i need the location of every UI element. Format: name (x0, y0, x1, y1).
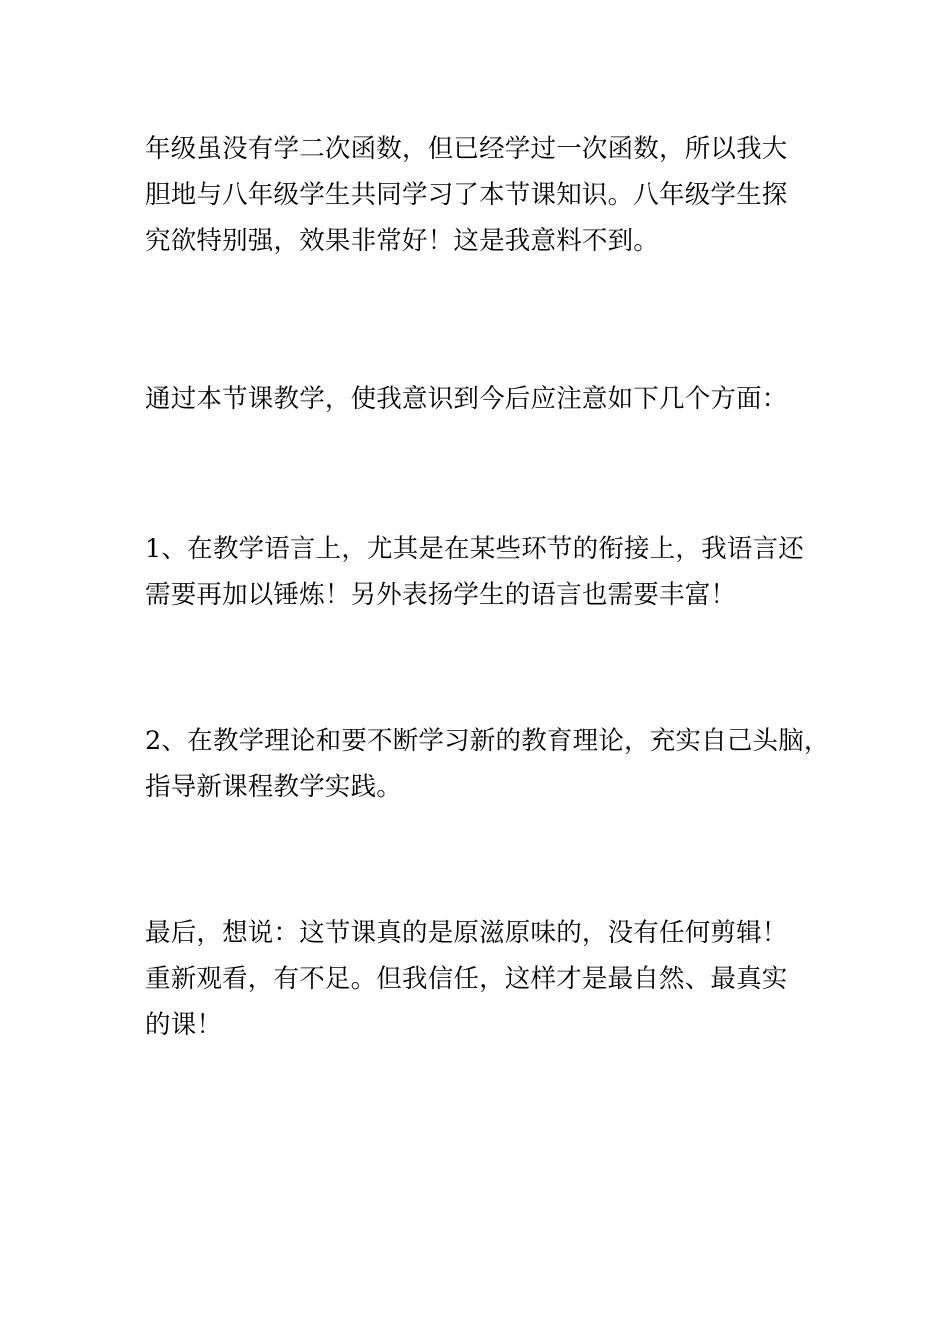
text-line: 1、在教学语言上，尤其是在某些环节的衔接上，我语言还 (145, 534, 804, 564)
text-line: 通过本节课教学，使我意识到今后应注意如下几个方面： (145, 384, 788, 414)
paragraph-point-2 (145, 718, 835, 810)
paragraph-lead-in (145, 376, 835, 422)
paragraph-point-1 (145, 526, 835, 618)
paragraph-conclusion (145, 910, 835, 1048)
text-line: 2、在教学理论和要不断学习新的教育理论，充实自己头脑， (145, 726, 830, 756)
text-line: 胆地与八年级学生共同学习了本节课知识。八年级学生探 (145, 180, 788, 210)
text-line: 最后，想说：这节课真的是原滋原味的，没有任何剪辑！ (145, 918, 788, 948)
text-line: 年级虽没有学二次函数，但已经学过一次函数，所以我大 (145, 134, 788, 164)
text-line: 的课！ (145, 1010, 223, 1040)
text-line: 究欲特别强，效果非常好！这是我意料不到。 (145, 226, 660, 256)
text-line: 指导新课程教学实践。 (145, 772, 403, 802)
text-line: 重新观看，有不足。但我信任，这样才是最自然、最真实 (145, 964, 788, 994)
paragraph-intro (145, 126, 835, 264)
text-line: 需要再加以锤炼！另外表扬学生的语言也需要丰富！ (145, 580, 737, 610)
